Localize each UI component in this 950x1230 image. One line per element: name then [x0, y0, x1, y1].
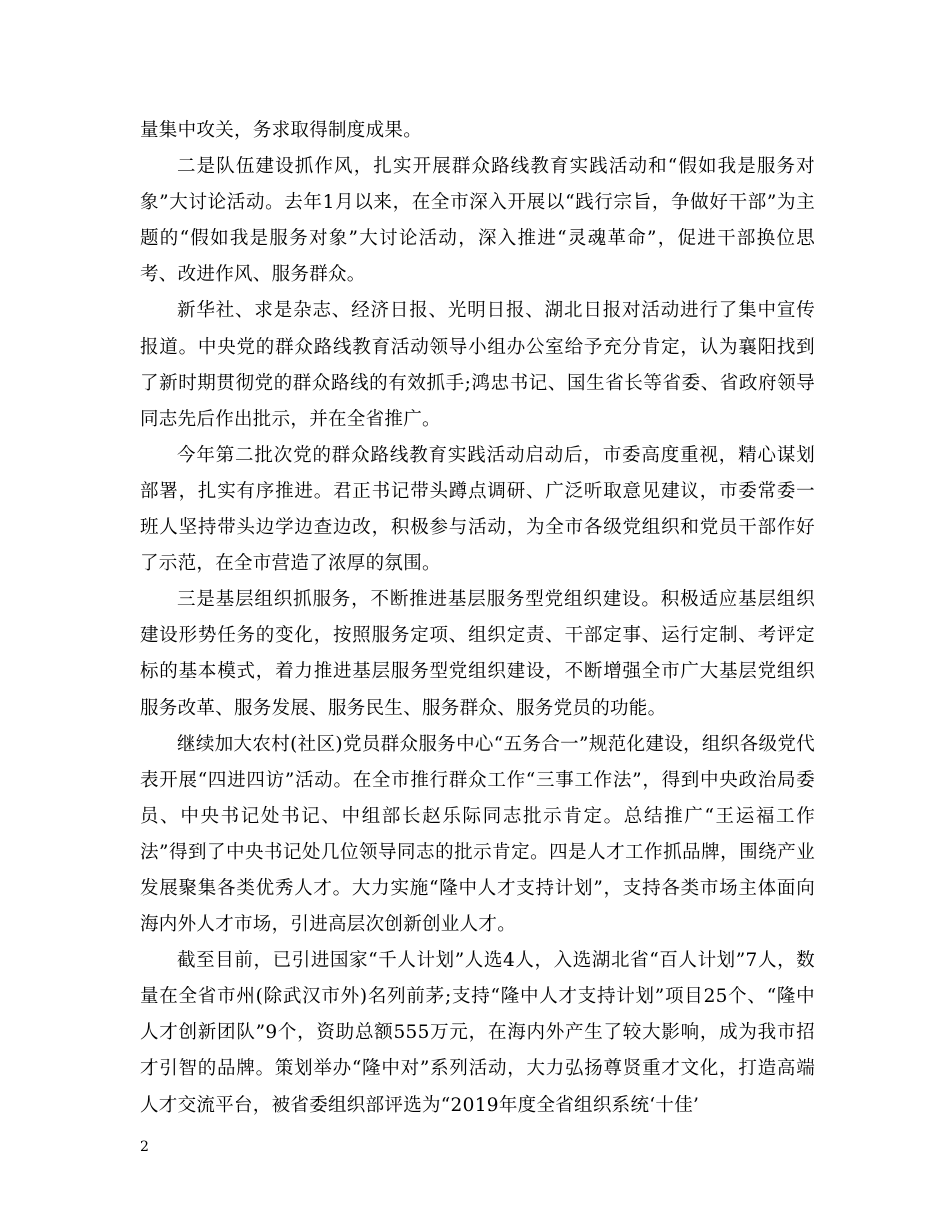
body-text	[140, 113, 815, 1124]
paragraph-4: 今年第二批次党的群众路线教育实践活动启动后，市委高度重视，精心谋划部署，扎实有序推进。君正书记带头蹲点调研、广泛听取意见建议，市委常委一班人坚持带头边学边查边改，积极参与活动，为全市各级党组织和党员干部作好了示范，在全市营造了浓厚的氛围。	[140, 444, 815, 575]
paragraph-6: 继续加大农村(社区)党员群众服务中心“五务合一”规范化建设，组织各级党代表开展“四进四访”活动。在全市推行群众工作“三事工作法”，得到中央政治局委员、中央书记处书记、中组部长赵乐际同志批示肯定。总结推广“王运福工作法”得到了中央书记处几位领导同志的批示肯定。四是人才工作抓品牌，围绕产业发展聚集各类优秀人才。大力实施“隆中人才支持计划”，支持各类市场主体面向海内外人才市场，引进高层次创新创业人才。	[140, 733, 815, 936]
paragraph-7: 截至目前，已引进国家“千人计划”人选4人，入选湖北省“百人计划”7人，数量在全省市州(除武汉市外)名列前茅;支持“隆中人才支持计划”项目25个、“隆中人才创新团队”9个，资助总额555万元，在海内外产生了较大影响，成为我市招才引智的品牌。策划举办“隆中对”系列活动，大力弘扬尊贤重才文化，打造高端人才交流平台，被省委组织部评选为“2019年度全省组织系统‘十佳’	[140, 950, 815, 1116]
paragraph-5: 三是基层组织抓服务，不断推进基层服务型党组织建设。积极适应基层组织建设形势任务的变化，按照服务定项、组织定责、干部定事、运行定制、考评定标的基本模式，着力推进基层服务型党组织建设，不断增强全市广大基层党组织服务改革、服务发展、服务民生、服务群众、服务党员的功能。	[140, 589, 815, 719]
paragraph-3: 新华社、求是杂志、经济日报、光明日报、湖北日报对活动进行了集中宣传报道。中央党的群众路线教育活动领导小组办公室给予充分肯定，认为襄阳找到了新时期贯彻党的群众路线的有效抓手;鸿忠书记、国生省长等省委、省政府领导同志先后作出批示，并在全省推广。	[140, 300, 815, 430]
paragraph-1: 量集中攻关，务求取得制度成果。	[140, 120, 423, 141]
paragraph-2: 二是队伍建设抓作风，扎实开展群众路线教育实践活动和“假如我是服务对象”大讨论活动。去年1月以来，在全市深入开展以“践行宗旨，争做好干部”为主题的“假如我是服务对象”大讨论活动，深入推进“灵魂革命”，促进干部换位思考、改进作风、服务群众。	[140, 156, 815, 286]
page-number: 2	[140, 1139, 149, 1155]
